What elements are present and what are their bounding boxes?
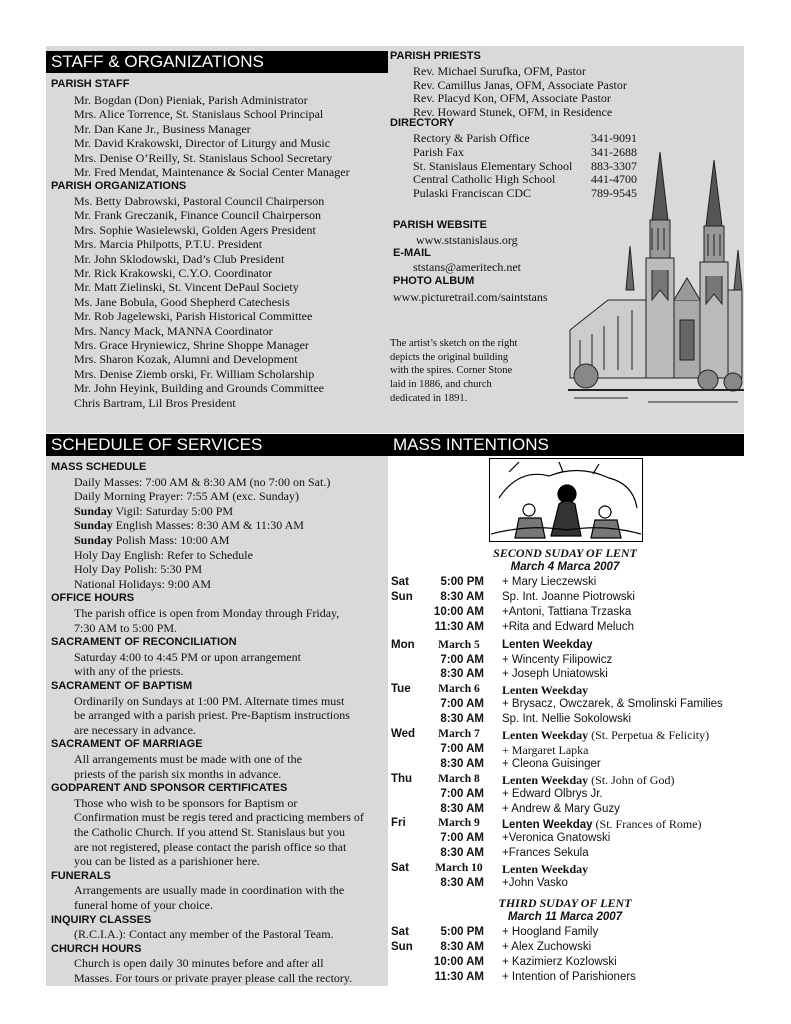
baptism-line: are necessary in advance. bbox=[74, 722, 196, 737]
intention-main: + Wincenty Filipowicz bbox=[502, 653, 613, 666]
organization-member: Mrs. Marcia Philpotts, P.T.U. President bbox=[74, 237, 263, 252]
intention-main: + Andrew & Mary Guzy bbox=[502, 802, 620, 815]
organization-member: Mr. Frank Greczanik, Finance Council Chairperson bbox=[74, 208, 321, 223]
mass-schedule-line: Holy Day Polish: 5:30 PM bbox=[74, 562, 203, 577]
godparent-line: you can be listed as a parishioner here. bbox=[74, 854, 260, 869]
intention-text bbox=[502, 803, 620, 815]
directory-heading: DIRECTORY bbox=[390, 117, 455, 129]
staff-member: Mr. Dan Kane Jr., Business Manager bbox=[74, 121, 251, 136]
baptism-line: be arranged with a parish priest. Pre-Baptism instructions bbox=[74, 708, 350, 723]
intention-main: + Cleona Guisinger bbox=[502, 757, 601, 770]
church-hours-heading: CHURCH HOURS bbox=[51, 942, 142, 955]
parish-staff-heading: PARISH STAFF bbox=[51, 78, 130, 90]
week2-title: THIRD SUDAY OF LENT bbox=[498, 896, 632, 910]
intention-date: March 8 bbox=[438, 772, 480, 785]
office-hours-line: The parish office is open from Monday through Friday, bbox=[74, 606, 340, 620]
mass-schedule-line: Holy Day English: Refer to Schedule bbox=[74, 547, 253, 562]
inquiry-line: (R.C.I.A.): Contact any member of the Pastoral Team. bbox=[74, 927, 334, 942]
funerals-line: funeral home of your choice. bbox=[74, 898, 213, 912]
intention-time: 8:30 AM bbox=[440, 713, 484, 726]
baptism-heading: SACRAMENT OF BAPTISM bbox=[51, 680, 193, 692]
intention-date: March 5 bbox=[438, 638, 480, 651]
intention-main: +Veronica Gnatowski bbox=[502, 832, 611, 845]
office-hours-heading: OFFICE HOURS bbox=[51, 592, 135, 605]
intention-text bbox=[502, 773, 674, 788]
organization-member: Ms. Jane Bobula, Good Shepherd Catechesis bbox=[74, 294, 290, 309]
intention-time: 5:00 PM bbox=[440, 576, 484, 588]
mass-schedule-heading: MASS SCHEDULE bbox=[51, 461, 147, 473]
intention-main: Sp. Int. Nellie Sokolowski bbox=[502, 713, 632, 726]
intention-main: +Frances Sekula bbox=[502, 847, 589, 860]
intention-time: 11:30 AM bbox=[434, 971, 484, 983]
week1-date: March 4 Marca 2007 bbox=[510, 561, 620, 573]
intention-text bbox=[502, 654, 612, 666]
intention-date: March 9 bbox=[438, 817, 480, 830]
staff-member: Mr. Bogdan (Don) Pieniak, Parish Administrator bbox=[74, 93, 308, 107]
intention-text bbox=[502, 576, 596, 588]
sketch-caption: laid in 1886, and church bbox=[390, 379, 492, 391]
intention-text bbox=[502, 639, 593, 651]
inquiry-heading: INQUIRY CLASSES bbox=[51, 913, 152, 926]
intention-time: 8:30 AM bbox=[440, 877, 484, 889]
lent-illustration-image bbox=[489, 458, 643, 542]
staff-member: Mr. Fred Mendat, Maintenance & Social Center Manager bbox=[74, 165, 350, 179]
church-hours-line: Church is open daily 30 minutes before and after all bbox=[74, 956, 324, 971]
intention-text bbox=[502, 591, 635, 603]
organization-member: Mr. John Heyink, Building and Grounds Committee bbox=[74, 381, 324, 396]
directory-name: St. Stanislaus Elementary School bbox=[413, 158, 573, 173]
mass-schedule-line: Sunday English Masses: 8:30 AM & 11:30 AM bbox=[74, 518, 304, 533]
website-heading: PARISH WEBSITE bbox=[393, 219, 487, 231]
intention-text: + Intention of Parishioners bbox=[502, 971, 636, 983]
intention-main: Lenten Weekday bbox=[502, 862, 589, 877]
intention-text bbox=[502, 621, 634, 633]
intention-main: Lenten Weekday bbox=[502, 772, 589, 787]
intention-time: 8:30 AM bbox=[440, 802, 484, 815]
intention-day: Mon bbox=[391, 638, 415, 651]
intention-date: March 10 bbox=[435, 862, 483, 875]
priest-name: Rev. Howard Stunek, OFM, in Residence bbox=[413, 104, 613, 119]
staff-member: Mrs. Alice Torrence, St. Stanislaus School Principal bbox=[74, 107, 324, 122]
album-link: www.picturetrail.com/saintstans bbox=[393, 290, 548, 304]
sketch-caption: with the spires. Corner Stone bbox=[390, 365, 513, 377]
intention-text bbox=[502, 862, 588, 877]
organization-member: Mrs. Grace Hryniewicz, Shrine Shoppe Manager bbox=[74, 338, 309, 352]
organization-member: Ms. Betty Dabrowski, Pastoral Council Chairperson bbox=[74, 194, 325, 208]
intention-main: + Joseph Uniatowski bbox=[502, 668, 608, 681]
reconciliation-heading: SACRAMENT OF RECONCILIATION bbox=[51, 636, 237, 649]
directory-phone: 789-9545 bbox=[591, 186, 637, 201]
intention-text bbox=[502, 817, 702, 832]
intention-time: 8:30 AM bbox=[440, 668, 484, 681]
intention-time: 7:00 AM bbox=[440, 653, 484, 666]
directory-name: Pulaski Franciscan CDC bbox=[413, 186, 531, 201]
organizations-heading: PARISH ORGANIZATIONS bbox=[51, 180, 187, 192]
sketch-caption: The artist’s sketch on the right bbox=[390, 338, 518, 349]
intention-main: Lenten Weekday bbox=[502, 728, 589, 742]
email-address: ststans@ameritech.net bbox=[413, 260, 522, 274]
intention-day: Sat bbox=[391, 862, 409, 875]
organization-member: Mr. Rick Krakowski, C.Y.O. Coordinator bbox=[74, 266, 273, 280]
intention-text bbox=[502, 698, 723, 710]
saint-feast: (St. Perpetua & Felicity) bbox=[588, 728, 710, 742]
mass-schedule-line: Sunday Vigil: Saturday 5:00 PM bbox=[74, 503, 234, 518]
marriage-line: priests of the parish six months in advance. bbox=[74, 766, 282, 781]
sketch-caption: dedicated in 1891. bbox=[390, 392, 468, 404]
intention-time: 7:00 AM bbox=[440, 698, 484, 711]
intention-main: Lenten Weekday bbox=[502, 638, 593, 651]
intention-time: 8:30 AM bbox=[440, 847, 484, 860]
marriage-line: All arrangements must be made with one of the bbox=[74, 752, 302, 766]
godparent-line: the Catholic Church. If you attend St. Stanislaus but you bbox=[74, 825, 345, 839]
intention-text bbox=[502, 713, 631, 725]
intention-time: 10:00 AM bbox=[433, 956, 484, 968]
reconciliation-line: with any of the priests. bbox=[74, 664, 184, 679]
intention-main: +Rita and Edward Meluch bbox=[502, 620, 635, 633]
intention-text bbox=[502, 847, 589, 859]
organization-member: Mrs. Sharon Kozak, Alumni and Development bbox=[74, 352, 298, 367]
godparent-line: Confirmation must be regis tered and practicing members of bbox=[74, 810, 364, 825]
organization-member: Mrs. Nancy Mack, MANNA Coordinator bbox=[74, 323, 273, 338]
organization-member: Chris Bartram, Lil Bros President bbox=[74, 395, 236, 410]
intention-text bbox=[502, 683, 588, 698]
intention-time: 7:00 AM bbox=[440, 742, 484, 755]
intention-text bbox=[502, 788, 603, 800]
intention-main: + Margaret Lapka bbox=[502, 742, 589, 757]
directory-phone: 341-9091 bbox=[591, 131, 637, 145]
marriage-heading: SACRAMENT OF MARRIAGE bbox=[51, 738, 203, 751]
staff-banner: STAFF & ORGANIZATIONS bbox=[46, 51, 388, 73]
intention-day: Tue bbox=[391, 683, 411, 696]
intention-main: + Brysacz, Owczarek, & Smolinski Families bbox=[502, 698, 723, 711]
album-heading: PHOTO ALBUM bbox=[393, 275, 475, 287]
mass-schedule-line: Daily Morning Prayer: 7:55 AM (exc. Sunday) bbox=[74, 489, 299, 504]
directory-phone: 341-2688 bbox=[591, 144, 637, 159]
church-hours-line: Masses. For tours or private prayer please call the rectory. bbox=[74, 971, 353, 985]
email-heading: E-MAIL bbox=[393, 247, 431, 259]
organization-member: Mr. John Sklodowski, Dad’s Club President bbox=[74, 251, 285, 266]
intention-day: Sun bbox=[391, 941, 413, 953]
intention-text bbox=[502, 743, 589, 758]
godparent-line: Those who wish to be sponsors for Baptism or bbox=[74, 795, 298, 810]
funerals-line: Arrangements are usually made in coordination with the bbox=[74, 883, 345, 898]
intention-main: Lenten Weekday bbox=[502, 819, 593, 832]
directory-name: Central Catholic High School bbox=[413, 172, 556, 187]
saint-feast: (St. Frances of Rome) bbox=[592, 817, 702, 832]
week1-title: SECOND SUDAY OF LENT bbox=[493, 546, 637, 560]
intention-day: Fri bbox=[391, 817, 406, 830]
intention-text: + Hoogland Family bbox=[502, 926, 599, 938]
intention-text bbox=[502, 728, 709, 743]
website-link: www.ststanislaus.org bbox=[416, 233, 518, 247]
intention-day: Sun bbox=[391, 590, 413, 603]
directory-name: Parish Fax bbox=[413, 144, 464, 159]
priests-heading: PARISH PRIESTS bbox=[390, 50, 481, 62]
funerals-heading: FUNERALS bbox=[51, 869, 111, 882]
office-hours-line: 7:30 AM to 5:00 PM. bbox=[74, 620, 178, 635]
intention-time: 5:00 PM bbox=[440, 926, 484, 938]
intention-text bbox=[502, 758, 601, 770]
church-sketch-image bbox=[568, 150, 744, 412]
godparent-heading: GODPARENT AND SPONSOR CERTIFICATES bbox=[51, 782, 288, 795]
intention-main: + Edward Olbrys Jr. bbox=[502, 787, 603, 800]
staff-member: Mrs. Denise O’Reilly, St. Stanislaus School Secretary bbox=[74, 150, 333, 165]
intention-day: Sat bbox=[391, 576, 409, 588]
organization-member: Mr. Rob Jagelewski, Parish Historical Committee bbox=[74, 309, 313, 324]
week2-date: March 11 Marca 2007 bbox=[507, 911, 623, 923]
mass-schedule-line: Daily Masses: 7:00 AM & 8:30 AM (no 7:00 on Sat.) bbox=[74, 474, 331, 489]
intention-time: 7:00 AM bbox=[440, 832, 484, 845]
priest-name: Rev. Michael Surufka, OFM, Pastor bbox=[413, 64, 586, 78]
intention-date: March 7 bbox=[438, 728, 480, 740]
intention-time: 8:30 AM bbox=[440, 757, 484, 770]
intention-day: Thu bbox=[391, 772, 413, 785]
intention-time: 8:30 AM bbox=[440, 941, 484, 953]
organization-member: Mr. Matt Zielinski, St. Vincent DePaul Society bbox=[74, 280, 299, 295]
directory-phone: 441-4700 bbox=[591, 172, 637, 187]
intention-text bbox=[502, 877, 568, 889]
intention-date: March 6 bbox=[438, 683, 480, 696]
intention-main: Lenten Weekday bbox=[502, 683, 589, 698]
directory-phone: 883-3307 bbox=[591, 158, 637, 173]
organization-member: Mrs. Denise Ziemb orski, Fr. William Scholarship bbox=[74, 366, 315, 381]
sketch-caption: depicts the original building bbox=[390, 351, 509, 363]
baptism-line: Ordinarily on Sundays at 1:00 PM. Alternate times must bbox=[74, 693, 345, 708]
intention-text bbox=[502, 606, 631, 618]
intention-main: +Antoni, Tattiana Trzaska bbox=[502, 605, 632, 618]
intention-time: 10:00 AM bbox=[433, 605, 484, 618]
priest-name: Rev. Placyd Kon, OFM, Associate Pastor bbox=[413, 91, 611, 105]
schedule-banner: SCHEDULE OF SERVICES bbox=[46, 434, 388, 456]
intention-text: + Alex Zuchowski bbox=[502, 941, 592, 953]
mass-schedule-line: Sunday Polish Mass: 10:00 AM bbox=[74, 533, 230, 547]
intention-text bbox=[502, 668, 608, 680]
intention-main: Sp. Int. Joanne Piotrowski bbox=[502, 590, 635, 603]
intention-main: +John Vasko bbox=[502, 877, 568, 889]
organization-member: Mrs. Sophie Wasielewski, Golden Agers President bbox=[74, 222, 316, 237]
intention-time: 11:30 AM bbox=[434, 620, 484, 633]
intention-day: Wed bbox=[391, 728, 416, 740]
priest-name: Rev. Camillus Janas, OFM, Associate Pastor bbox=[413, 77, 627, 92]
intention-time: 8:30 AM bbox=[440, 590, 484, 603]
intention-main: + Mary Lieczewski bbox=[502, 576, 597, 588]
godparent-line: are not registered, please contact the parish office so that bbox=[74, 839, 347, 854]
directory-name: Rectory & Parish Office bbox=[413, 131, 530, 145]
intention-text: + Kazimierz Kozlowski bbox=[502, 956, 617, 968]
staff-member: Mr. David Krakowski, Director of Liturgy and Music bbox=[74, 136, 331, 151]
intention-day: Sat bbox=[391, 926, 409, 938]
reconciliation-line: Saturday 4:00 to 4:45 PM or upon arrangement bbox=[74, 649, 301, 664]
intention-text bbox=[502, 832, 610, 844]
intentions-banner: MASS INTENTIONS bbox=[388, 434, 744, 456]
mass-schedule-line: National Holidays: 9:00 AM bbox=[74, 576, 211, 591]
intention-time: 7:00 AM bbox=[440, 787, 484, 800]
saint-feast: (St. John of God) bbox=[588, 772, 675, 787]
